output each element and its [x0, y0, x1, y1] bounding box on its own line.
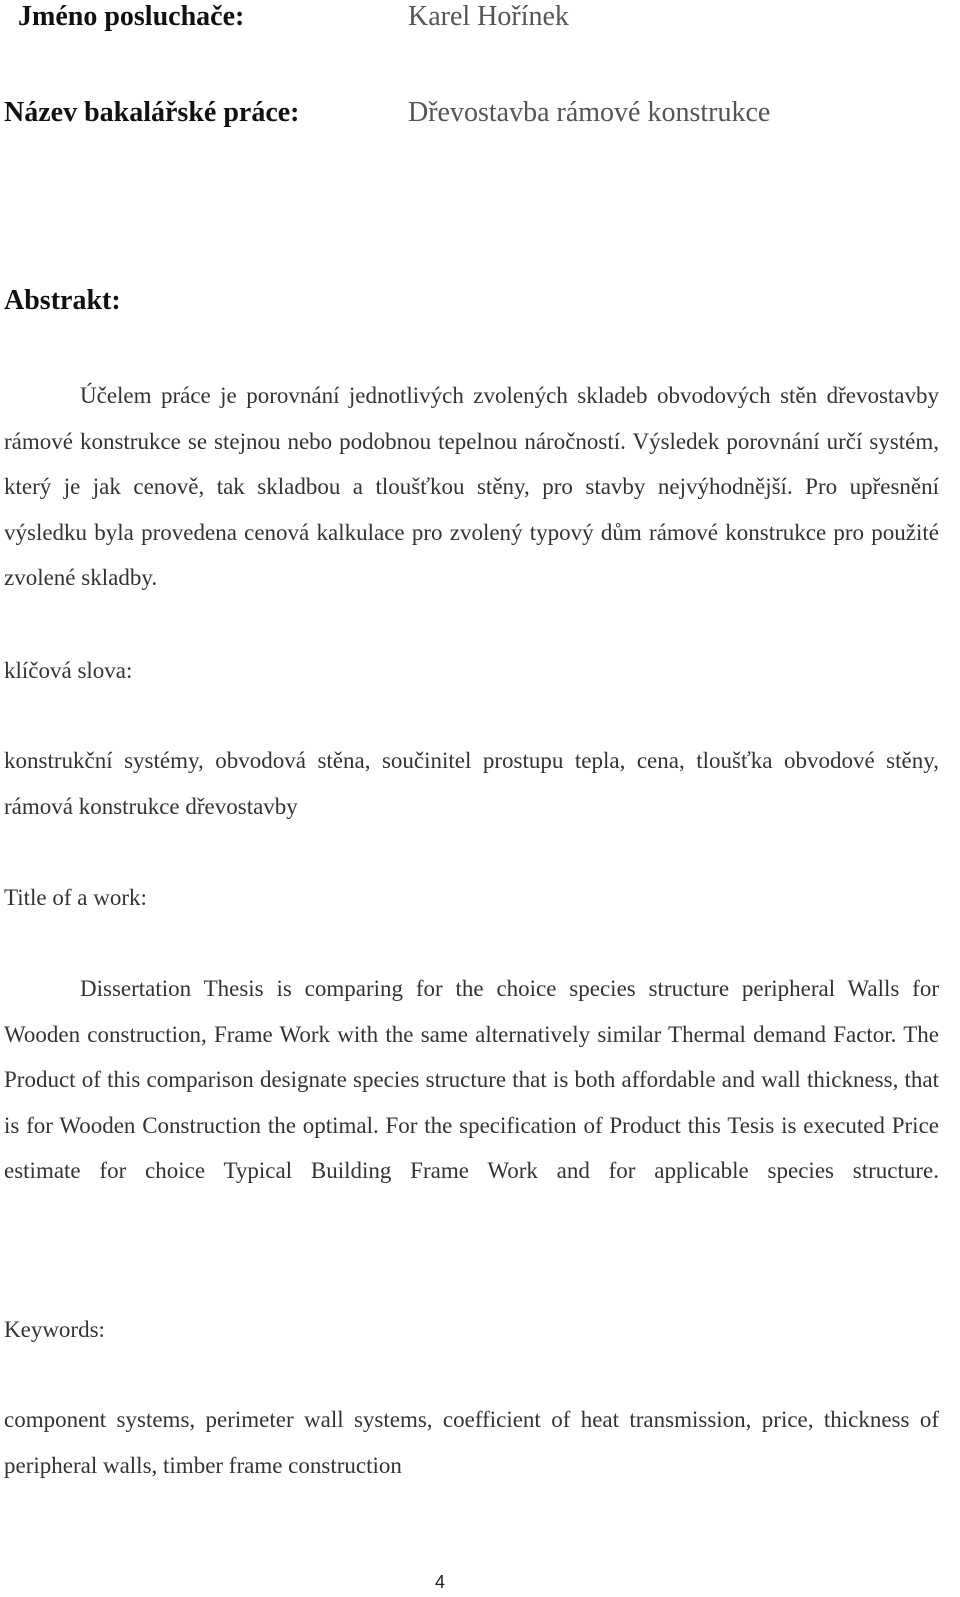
keywords-en-label: Keywords:	[4, 1317, 105, 1342]
page-number: 4	[434, 1572, 445, 1592]
english-abstract-paragraph: Dissertation Thesis is comparing for the choice species structure peripheral Walls for Wooden construction, Frame Work with the same alternatively similar Thermal demand Factor. The Product of this comparison designate species structure that is both affordable and wall thickness, that is for Wooden Construction the optimal. For the specification of Product this Tesis is executed Price estimate for choice Typical Building Frame Work and for applicable species structure.	[4, 976, 939, 1183]
keywords-cz-label: klíčová slova:	[4, 658, 133, 683]
keywords-en-paragraph: component systems, perimeter wall systems, coefficient of heat transmission, price, thickness of peripheral walls, timber frame construction	[4, 1407, 939, 1478]
abstract-paragraph: Účelem práce je porovnání jednotlivých zvolených skladeb obvodových stěn dřevostavby rámové konstrukce se stejnou nebo podobnou tepelnou náročností. Výsledek porovnání určí systém, který je jak cenově, tak skladbou a tloušťkou stěny, pro stavby nejvýhodnější. Pro upřesnění výsledku byla provedena cenová kalkulace pro zvolený typový dům rámové konstrukce pro použité zvolené skladby.	[4, 383, 939, 590]
keywords-cz-paragraph: konstrukční systémy, obvodová stěna, součinitel prostupu tepla, cena, tloušťka obvodové stěny, rámová konstrukce dřevostavby	[4, 748, 939, 819]
thesis-title-label: Název bakalářské práce:	[4, 97, 300, 128]
student-name-value: Karel Hořínek	[408, 1, 569, 32]
thesis-title-value: Dřevostavba rámové konstrukce	[408, 97, 771, 128]
abstract-heading: Abstrakt:	[4, 285, 121, 316]
student-name-label: Jméno posluchače:	[18, 1, 245, 32]
english-title-label: Title of a work:	[4, 885, 147, 910]
